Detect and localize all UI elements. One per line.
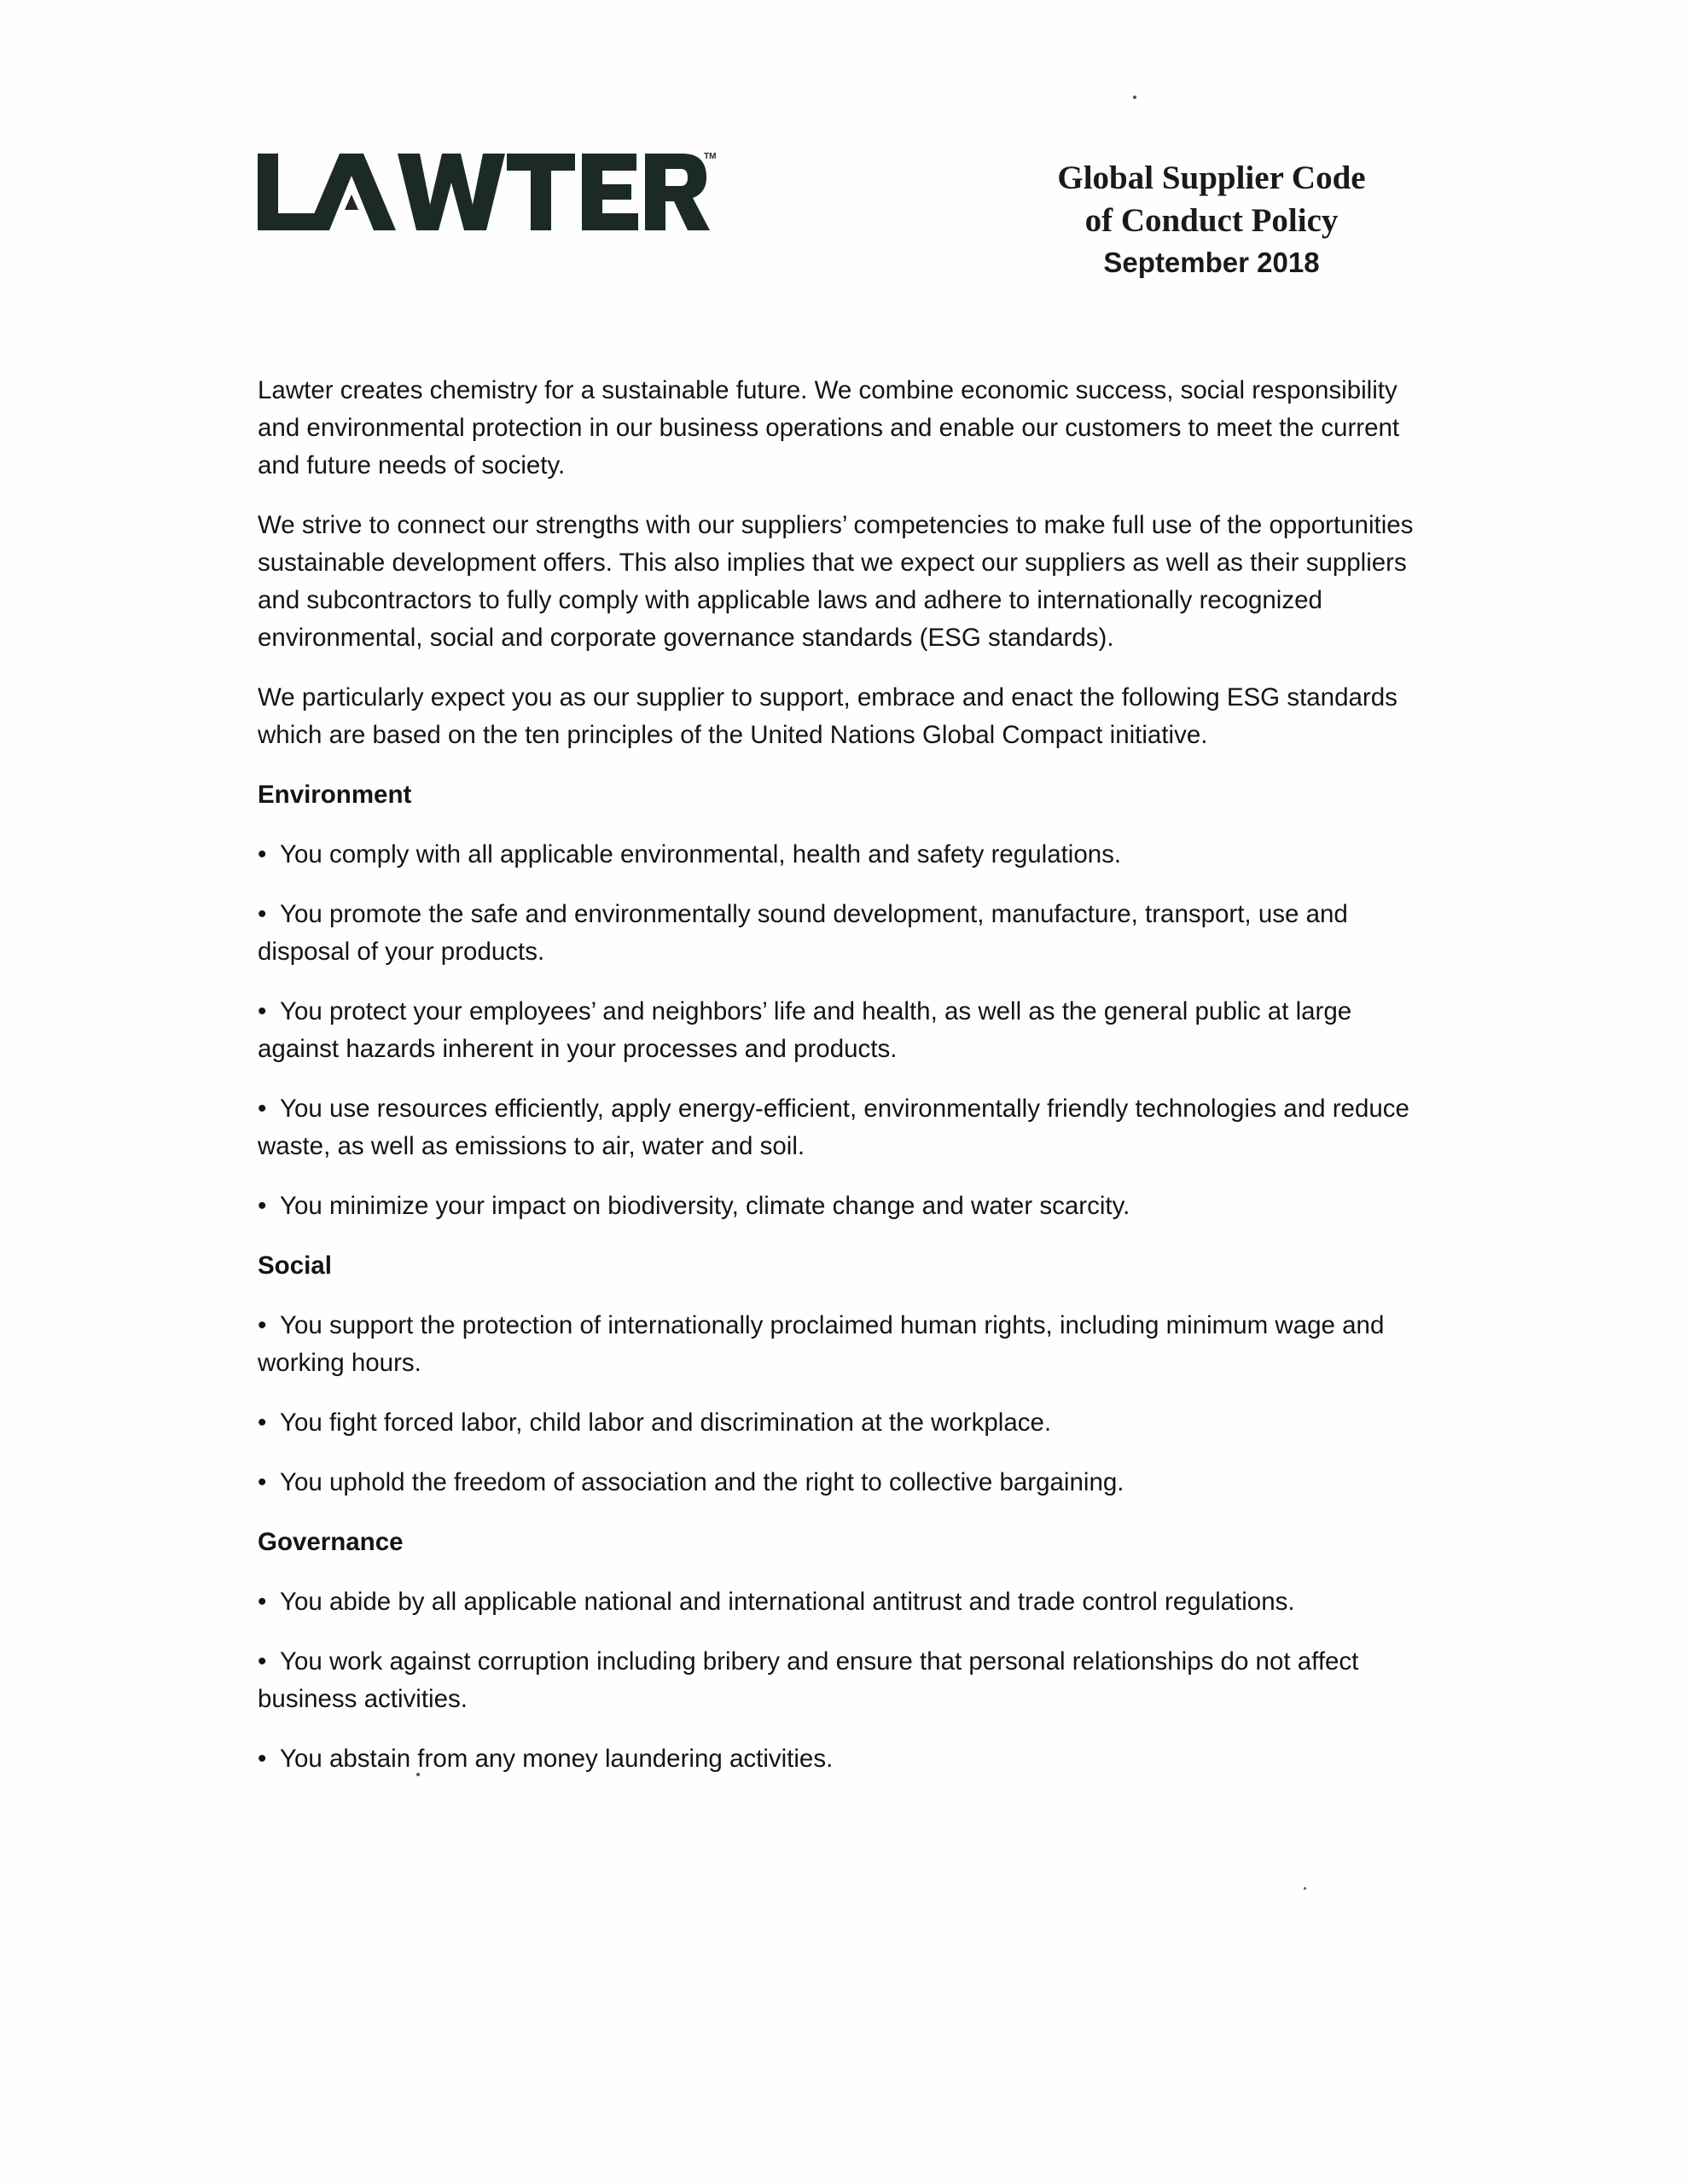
lawter-logo-graphic xyxy=(256,145,717,239)
bullet-item xyxy=(258,993,1418,1068)
intro-paragraph-3: We particularly expect you as our supplier to support, embrace and enact the following ESG standards which are based on the ten principles of the United Nations Global Compact initiative. xyxy=(258,683,1398,749)
bullet-text: You abide by all applicable national and international antitrust and trade control regulations. xyxy=(280,1588,1295,1616)
scan-speck xyxy=(416,1773,420,1776)
bullet-icon: • xyxy=(258,1588,267,1616)
bullet-item xyxy=(258,1464,1418,1502)
bullet-text: You protect your employees’ and neighbors’ life and health, as well as the general public at large against hazards inherent in your processes and products. xyxy=(258,997,1352,1063)
bullet-text: You comply with all applicable environmental, health and safety regulations. xyxy=(280,840,1122,868)
title-line-1: Global Supplier Code xyxy=(1057,160,1366,196)
bullet-text: You support the protection of internationally proclaimed human rights, including minimum wage and working hours. xyxy=(258,1311,1385,1377)
document-body xyxy=(258,372,1418,1800)
document-title-block xyxy=(981,157,1442,283)
bullet-item xyxy=(258,1643,1418,1718)
bullet-text: You minimize your impact on biodiversity, climate change and water scarcity. xyxy=(280,1192,1130,1220)
bullet-text: You fight forced labor, child labor and discrimination at the workplace. xyxy=(280,1409,1052,1437)
bullet-text: You promote the safe and environmentally sound development, manufacture, transport, use and disposal of your products. xyxy=(258,900,1348,966)
bullet-icon: • xyxy=(258,840,267,868)
title-line-2: of Conduct Policy xyxy=(1084,202,1339,239)
bullet-icon: • xyxy=(258,997,267,1025)
bullet-icon: • xyxy=(258,1409,267,1437)
bullet-icon: • xyxy=(258,1468,267,1496)
bullet-item xyxy=(258,836,1418,874)
bullet-item xyxy=(258,896,1418,971)
section-heading-environment: Environment xyxy=(258,781,412,809)
bullet-icon: • xyxy=(258,1647,267,1676)
lawter-logo xyxy=(256,145,717,239)
bullet-text: You abstain from any money laundering activities. xyxy=(280,1745,834,1773)
bullet-text: You use resources efficiently, apply energy-efficient, environmentally friendly technologies and reduce waste, as well as emissions to air, water and soil. xyxy=(258,1095,1409,1160)
bullet-icon: • xyxy=(258,1192,267,1220)
bullet-icon: • xyxy=(258,1745,267,1773)
intro-paragraph-1: Lawter creates chemistry for a sustainable future. We combine economic success, social responsibility and environmental protection in our business operations and enable our customers to meet the current and future needs of society. xyxy=(258,376,1400,479)
bullet-text: You uphold the freedom of association and the right to collective bargaining. xyxy=(280,1468,1124,1496)
bullet-item xyxy=(258,1307,1418,1382)
scan-speck xyxy=(1133,96,1136,99)
scan-speck xyxy=(1304,1887,1306,1890)
intro-paragraph-2: We strive to connect our strengths with our suppliers’ competencies to make full use of the opportunities sustainable development offers. This also implies that we expect our suppliers as well as their suppliers and subcontractors to fully comply with applicable laws and adhere to internationally recognized environmental, social and corporate governance standards (ESG standards). xyxy=(258,511,1414,652)
bullet-item xyxy=(258,1583,1418,1621)
section-heading-social: Social xyxy=(258,1252,332,1280)
bullet-item xyxy=(258,1090,1418,1165)
bullet-item xyxy=(258,1188,1418,1225)
bullet-item xyxy=(258,1404,1418,1442)
section-heading-governance: Governance xyxy=(258,1528,404,1556)
bullet-item xyxy=(258,1740,1418,1778)
bullet-icon: • xyxy=(258,900,267,928)
document-date: September 2018 xyxy=(1103,247,1320,278)
bullet-icon: • xyxy=(258,1311,267,1339)
bullet-icon: • xyxy=(258,1095,267,1123)
bullet-text: You work against corruption including bribery and ensure that personal relationships do not affect business activities. xyxy=(258,1647,1359,1713)
svg-text:TM: TM xyxy=(704,152,717,161)
